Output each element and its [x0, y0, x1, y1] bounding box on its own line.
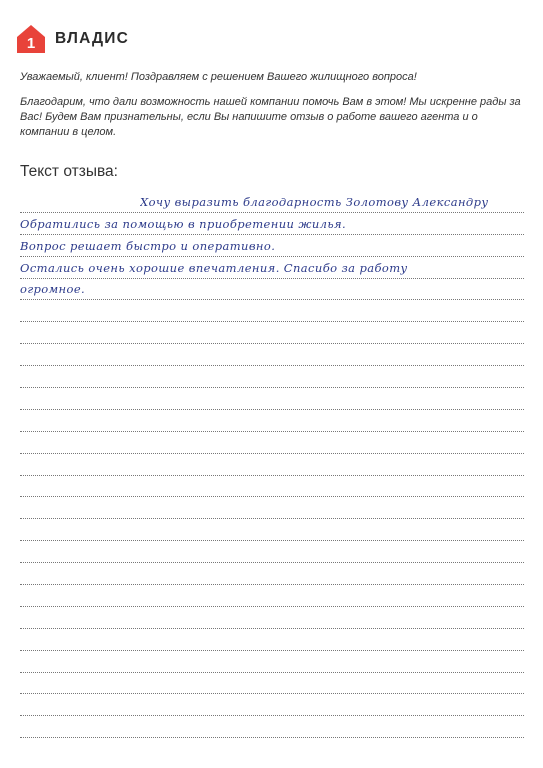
review-title: Текст отзыва:: [20, 163, 118, 180]
ruled-line: [20, 694, 524, 716]
ruled-line: [20, 235, 524, 257]
ruled-line: [20, 344, 524, 366]
ruled-line: [20, 257, 524, 279]
handwritten-review-line: Остались очень хорошие впечатления. Спасибо за работу: [20, 260, 408, 275]
brand-logo: [16, 24, 129, 54]
ruled-line: [20, 366, 524, 388]
handwritten-review-line: огромное.: [20, 282, 86, 297]
ruled-line: [20, 519, 524, 541]
review-lines: [20, 191, 524, 738]
ruled-line: [20, 716, 524, 738]
ruled-line: [20, 213, 524, 235]
ruled-line: [20, 497, 524, 519]
ruled-line: [20, 476, 524, 498]
ruled-line: [20, 300, 524, 322]
house-logo-icon: [16, 24, 46, 54]
ruled-line: [20, 410, 524, 432]
intro-congrats: Уважаемый, клиент! Поздравляем с решением Вашего жилищного вопроса!: [20, 71, 417, 83]
ruled-line: [20, 432, 524, 454]
logo-digit: 1: [26, 35, 36, 52]
ruled-line: [20, 541, 524, 563]
handwritten-review-line: Хочу выразить благодарность Золотову Александру: [140, 194, 489, 209]
ruled-line: [20, 629, 524, 651]
ruled-line: [20, 279, 524, 301]
intro-text: [20, 70, 525, 140]
brand-name: ВЛАДИС: [55, 30, 130, 47]
ruled-line: [20, 322, 524, 344]
ruled-line: [20, 388, 524, 410]
intro-request: Благодарим, что дали возможность нашей компании помочь Вам в этом! Мы искренне рады за Вас! Будем Вам признательны, если Вы напишите отзыв о работе вашего агента и о компании в целом.: [20, 96, 521, 138]
ruled-line: [20, 673, 524, 695]
ruled-line: [20, 607, 524, 629]
ruled-line: [20, 191, 524, 213]
ruled-line: [20, 651, 524, 673]
ruled-line: [20, 585, 524, 607]
handwritten-review-line: Вопрос решает быстро и оперативно.: [20, 238, 276, 253]
ruled-line: [20, 563, 524, 585]
handwritten-review-line: Обратились за помощью в приобретении жилья.: [20, 216, 347, 231]
ruled-line: [20, 454, 524, 476]
